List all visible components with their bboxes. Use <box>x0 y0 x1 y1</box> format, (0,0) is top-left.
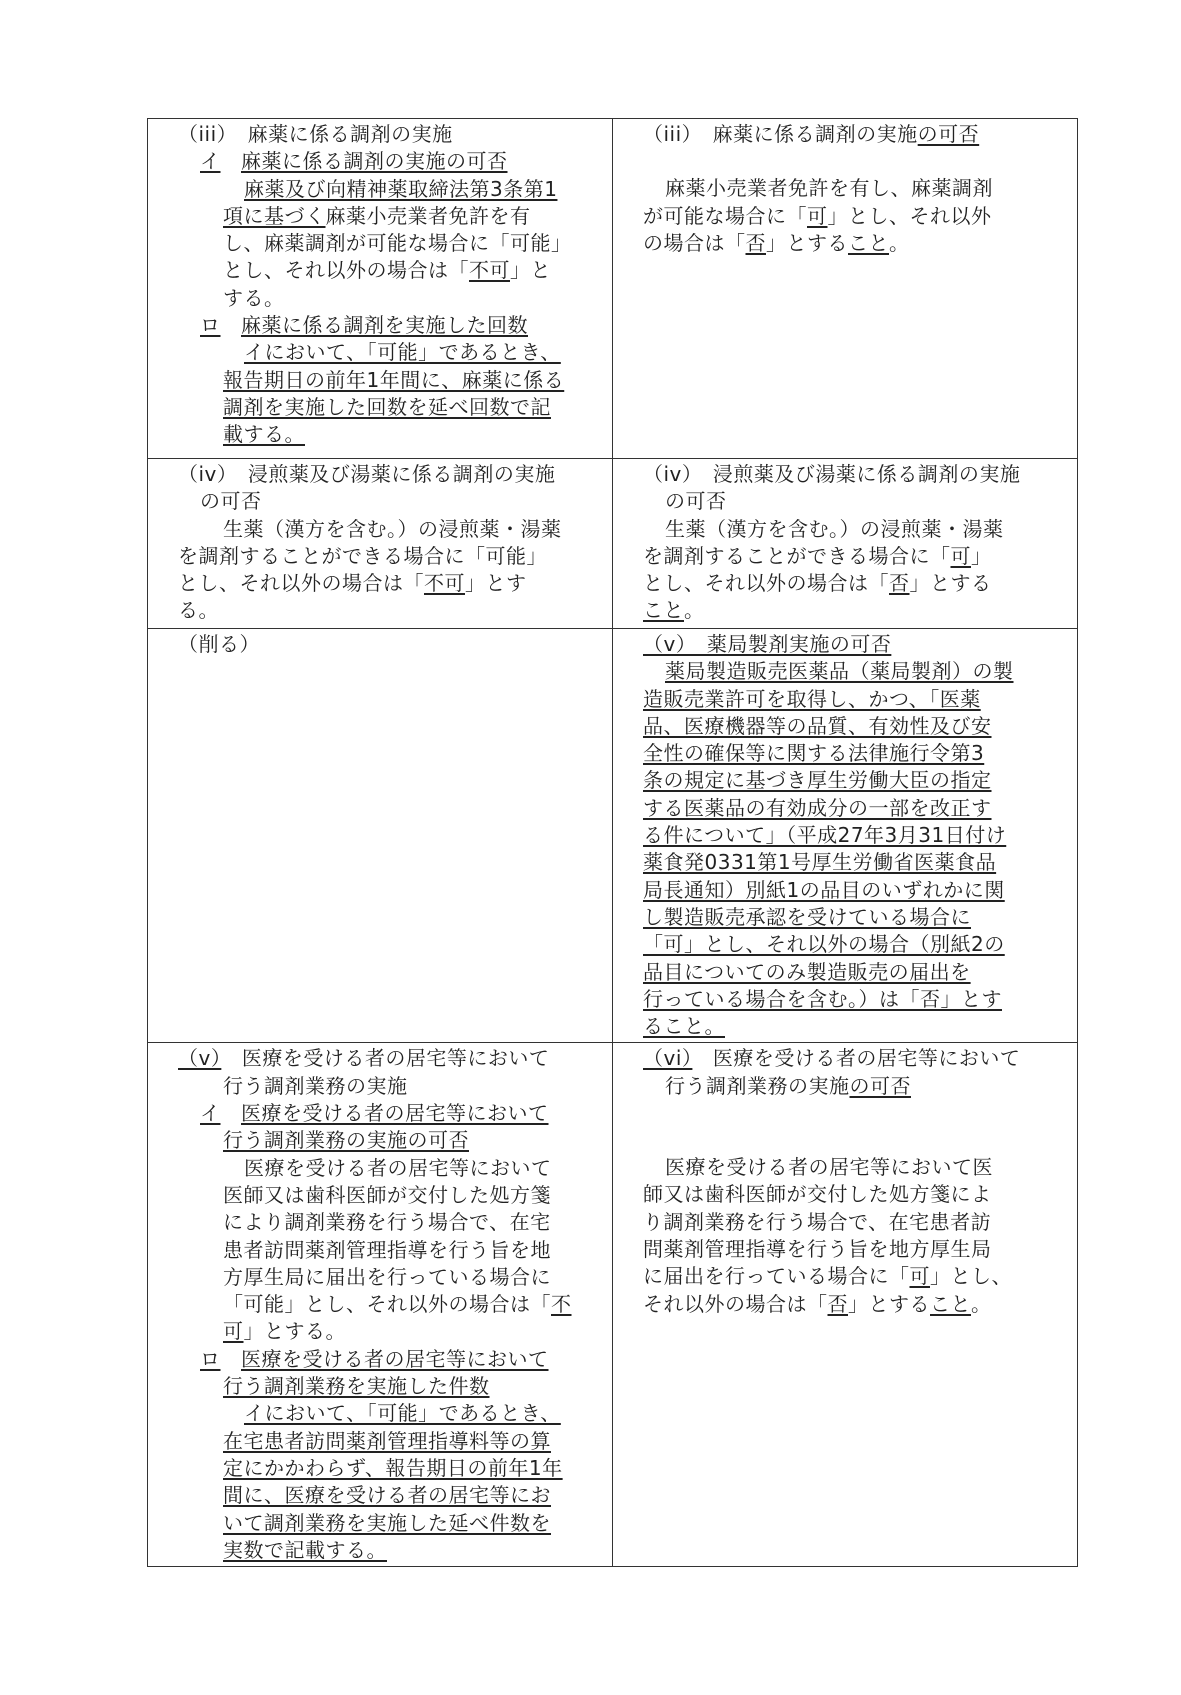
body-line: を調剤することができる場合に「可」 <box>643 543 992 568</box>
body-line: 載する。 <box>223 422 305 447</box>
item-title: イ 麻薬に係る調剤の実施の可否 <box>200 149 508 174</box>
left-cell-deleted <box>148 629 613 1043</box>
blank-line <box>623 1100 1067 1127</box>
body-line: 行う調剤業務の実施の可否 <box>665 1073 911 1098</box>
body-line: とし、それ以外の場合は「不可」と <box>223 258 551 283</box>
body-line: 生薬（漢方を含む。）の浸煎薬・湯薬 <box>665 516 1004 541</box>
body-line: する。 <box>223 285 285 310</box>
body-line: 「可」とし、それ以外の場合（別紙2の <box>643 932 1005 957</box>
section-heading: （iii） 麻薬に係る調剤の実施の可否 <box>643 122 980 146</box>
right-cell-decoction <box>613 459 1078 629</box>
body-line: の場合は「否」とすること。 <box>643 230 910 255</box>
left-cell-decoction <box>148 459 613 629</box>
body-line: し製造販売承認を受けている場合に <box>643 904 971 929</box>
body-line: 条の規定に基づき厚生労働大臣の指定 <box>643 768 992 793</box>
body-line: により調剤業務を行う場合で、在宅 <box>223 1210 551 1235</box>
body-line: それ以外の場合は「否」とすること。 <box>643 1291 992 1316</box>
right-cell-home-care <box>613 1043 1078 1567</box>
body-line: 造販売業許可を取得し、かつ、「医薬 <box>643 686 981 711</box>
body-line: とし、それ以外の場合は「否」とする <box>643 571 992 596</box>
comparison-table <box>147 118 1078 1567</box>
table-row <box>148 459 1078 629</box>
body-line: の可否 <box>200 489 262 514</box>
body-line: 麻薬及び向精神薬取締法第3条第1 <box>244 176 558 201</box>
body-line: 報告期日の前年1年間に、麻薬に係る <box>223 367 565 392</box>
item-title: 行う調剤業務を実施した件数 <box>223 1374 490 1399</box>
body-line: 在宅患者訪問薬剤管理指導料等の算 <box>223 1428 551 1453</box>
body-line: 項に基づく麻薬小売業者免許を有 <box>223 203 531 228</box>
blank-line <box>623 1127 1067 1154</box>
body-line: 定にかかわらず、報告期日の前年1年 <box>223 1455 563 1480</box>
section-heading: （iii） 麻薬に係る調剤の実施 <box>178 122 453 146</box>
body-line: る。 <box>178 598 219 623</box>
body-line: 全性の確保等に関する法律施行令第3 <box>643 741 985 766</box>
body-line: り調剤業務を行う場合で、在宅患者訪 <box>643 1209 992 1234</box>
body-line: に届出を行っている場合に「可」とし、 <box>643 1264 1012 1289</box>
body-line: 患者訪問薬剤管理指導を行う旨を地 <box>223 1237 551 1262</box>
body-line: が可能な場合に「可」とし、それ以外 <box>643 203 992 228</box>
body-line: とし、それ以外の場合は「不可」とす <box>178 571 527 596</box>
body-line: 医療を受ける者の居宅等において医 <box>665 1155 993 1180</box>
section-heading: （v） 医療を受ける者の居宅等において <box>178 1046 550 1071</box>
body-line: ること。 <box>643 1014 725 1039</box>
body-line: 生薬（漢方を含む。）の浸煎薬・湯薬 <box>223 516 562 541</box>
body-line: 局長通知）別紙1の品目のいずれかに関 <box>643 877 1005 902</box>
body-line: 実数で記載する。 <box>223 1537 387 1562</box>
item-title: ロ 麻薬に係る調剤を実施した回数 <box>200 313 528 338</box>
body-line: 行う調剤業務の実施 <box>223 1073 408 1098</box>
item-title: 行う調剤業務の実施の可否 <box>223 1128 469 1153</box>
blank-line <box>623 148 1067 175</box>
body-line: 麻薬小売業者免許を有し、麻薬調剤 <box>665 176 993 201</box>
body-line: の可否 <box>665 489 727 514</box>
body-line: 薬局製造販売医薬品（薬局製剤）の製 <box>665 659 1014 684</box>
table-row <box>148 1043 1078 1567</box>
body-line: 可」とする。 <box>223 1319 346 1344</box>
item-title: イ 医療を受ける者の居宅等において <box>200 1101 549 1126</box>
body-line: 「可能」とし、それ以外の場合は「不 <box>223 1292 572 1317</box>
body-line: し、麻薬調剤が可能な場合に「可能」 <box>223 231 572 256</box>
item-title: ロ 医療を受ける者の居宅等において <box>200 1346 549 1371</box>
body-line: イにおいて、「可能」であるとき、 <box>244 340 561 365</box>
body-line: イにおいて、「可能」であるとき、 <box>244 1401 561 1426</box>
left-cell-narcotics <box>148 119 613 459</box>
section-heading: （vi） 医療を受ける者の居宅等において <box>643 1046 1021 1071</box>
section-heading: （iv） 浸煎薬及び湯薬に係る調剤の実施 <box>643 462 1021 486</box>
left-cell-home-care <box>148 1043 613 1567</box>
table-row <box>148 119 1078 459</box>
section-heading: （v） 薬局製剤実施の可否 <box>643 632 892 656</box>
right-cell-pharmacy-preparation <box>613 629 1078 1043</box>
body-line: 方厚生局に届出を行っている場合に <box>223 1264 551 1289</box>
body-line: 品目についてのみ製造販売の届出を <box>643 959 971 984</box>
right-cell-narcotics <box>613 119 1078 459</box>
body-line: 師又は歯科医師が交付した処方箋によ <box>643 1182 992 1207</box>
body-line: こと。 <box>643 598 705 623</box>
body-line: を調剤することができる場合に「可能」 <box>178 543 547 568</box>
body-line: 品、医療機器等の品質、有効性及び安 <box>643 713 992 738</box>
body-line: 行っている場合を含む。）は「否」とす <box>643 986 1002 1011</box>
body-line: 間に、医療を受ける者の居宅等にお <box>223 1483 551 1508</box>
body-line: する医薬品の有効成分の一部を改正す <box>643 795 992 820</box>
body-line: 医療を受ける者の居宅等において <box>244 1155 552 1180</box>
body-line: 薬食発0331第1号厚生労働省医薬食品 <box>643 850 997 875</box>
body-line: 問薬剤管理指導を行う旨を地方厚生局 <box>643 1236 992 1261</box>
body-line: 調剤を実施した回数を延べ回数で記 <box>223 394 551 419</box>
section-heading: （削る） <box>178 632 260 656</box>
body-line: いて調剤業務を実施した延べ件数を <box>223 1510 551 1535</box>
body-line: 医師又は歯科医師が交付した処方箋 <box>223 1182 551 1207</box>
table-row <box>148 629 1078 1043</box>
section-heading: （iv） 浸煎薬及び湯薬に係る調剤の実施 <box>178 462 556 486</box>
body-line: る件について」（平成27年3月31日付け <box>643 823 1007 848</box>
